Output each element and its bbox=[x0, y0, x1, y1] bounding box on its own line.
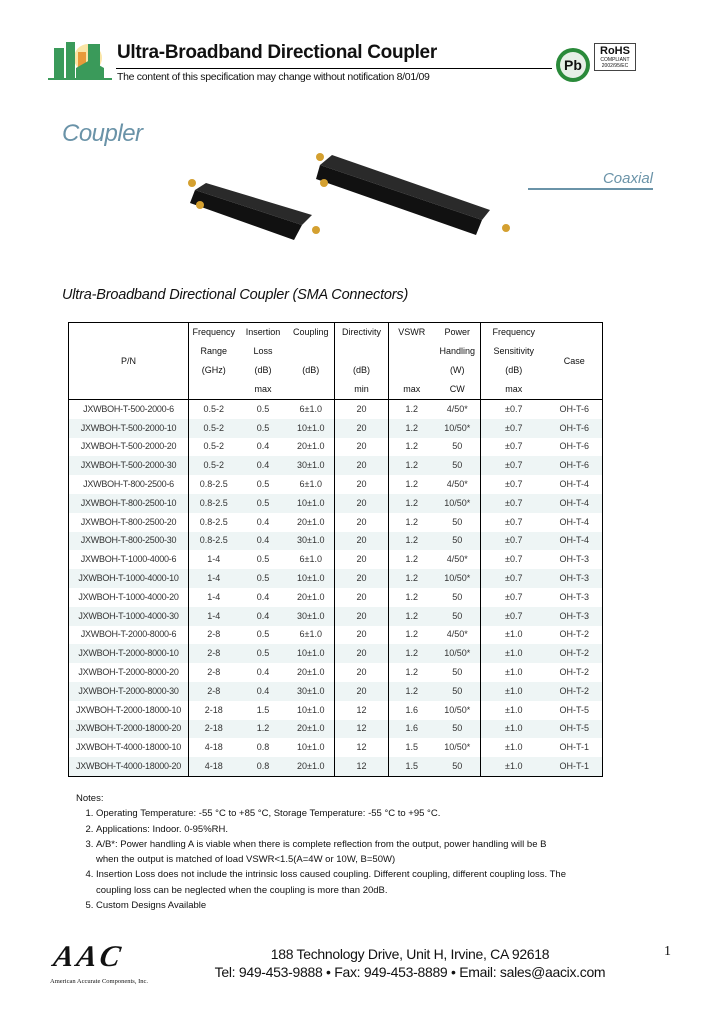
table-cell: OH-T-6 bbox=[559, 441, 589, 452]
header-line: min bbox=[354, 384, 369, 394]
table-row bbox=[69, 757, 603, 776]
table-cell: OH-T-6 bbox=[559, 403, 589, 414]
table-cell: 0.5 bbox=[239, 494, 288, 513]
table-cell: ±0.7 bbox=[481, 456, 547, 475]
table-cell: 1.2 bbox=[405, 441, 418, 452]
notes-list bbox=[76, 806, 566, 913]
pb-label: Pb bbox=[560, 52, 586, 78]
note-item: 2. Applications: Indoor. 0-95%RH. bbox=[96, 822, 566, 837]
table-cell: JXWBOH-T-500-2000-30 bbox=[69, 456, 189, 475]
table-cell: ±1.0 bbox=[481, 720, 547, 739]
contact-info bbox=[190, 945, 630, 981]
table-cell: OH-T-1 bbox=[559, 742, 589, 753]
table-cell: OH-T-3 bbox=[547, 607, 603, 626]
table-cell: ±1.0 bbox=[505, 742, 523, 753]
table-cell: 12 bbox=[335, 757, 389, 776]
table-cell: 50 bbox=[435, 588, 481, 607]
table-cell: 20 bbox=[335, 588, 389, 607]
table-cell: 50 bbox=[435, 607, 481, 626]
table-cell: OH-T-5 bbox=[547, 720, 603, 739]
table-cell: 20±1.0 bbox=[288, 663, 335, 682]
table-cell: 2-8 bbox=[189, 644, 239, 663]
table-cell: 10/50* bbox=[435, 701, 481, 720]
table-cell: OH-T-2 bbox=[547, 644, 603, 663]
table-cell: ±0.7 bbox=[481, 419, 547, 438]
table-cell: 0.5 bbox=[256, 554, 270, 565]
spec-notice: The content of this specification may change without notification 8/01/09 bbox=[117, 71, 430, 83]
header-line: Loss bbox=[253, 346, 273, 356]
rohs-label: RoHS bbox=[600, 45, 630, 57]
table-cell: ±0.7 bbox=[505, 591, 523, 602]
table-cell: 0.5-2 bbox=[189, 419, 239, 438]
table-cell: 1.6 bbox=[405, 704, 418, 715]
document-title: Ultra-Broadband Directional Coupler bbox=[117, 42, 437, 63]
table-cell: JXWBOH-T-2000-18000-20 bbox=[69, 720, 189, 739]
table-cell: JXWBOH-T-500-2000-10 bbox=[69, 419, 189, 438]
table-cell: 10±1.0 bbox=[288, 701, 335, 720]
table-cell: OH-T-4 bbox=[559, 516, 589, 527]
table-cell: OH-T-2 bbox=[559, 629, 589, 640]
table-row bbox=[69, 588, 603, 607]
table-cell: JXWBOH-T-500-2000-20 bbox=[69, 438, 189, 457]
header-divider bbox=[116, 68, 552, 69]
notes bbox=[76, 791, 566, 913]
table-cell: 20±1.0 bbox=[288, 588, 335, 607]
table-row bbox=[69, 644, 603, 663]
table-cell: 20 bbox=[335, 532, 389, 551]
table-cell: 20±1.0 bbox=[288, 513, 335, 532]
category-label: Coaxial bbox=[528, 170, 653, 190]
contact-line: Tel: 949-453-9888 • Fax: 949-453-8889 • Email: sales@aacix.com bbox=[214, 964, 606, 980]
table-cell: JXWBOH-T-1000-4000-10 bbox=[69, 569, 189, 588]
table-cell: ±1.0 bbox=[505, 704, 523, 715]
table-cell: ±0.7 bbox=[505, 554, 523, 565]
table-cell: OH-T-6 bbox=[547, 419, 603, 438]
header-line: Handling bbox=[439, 346, 476, 356]
table-cell: 20 bbox=[335, 438, 389, 457]
table-cell: 20 bbox=[335, 644, 389, 663]
header-line: Frequency bbox=[192, 327, 236, 337]
table-cell: ±0.7 bbox=[505, 516, 523, 527]
table-cell: ±0.7 bbox=[481, 607, 547, 626]
table-cell: ±1.0 bbox=[505, 629, 523, 640]
table-row bbox=[69, 400, 603, 419]
header-line: Range bbox=[200, 346, 228, 356]
table-cell: 20 bbox=[335, 475, 389, 494]
table-row bbox=[69, 475, 603, 494]
header-line: Power bbox=[444, 327, 470, 337]
header-line: max bbox=[505, 384, 523, 394]
table-cell: 50 bbox=[435, 456, 481, 475]
header-line: P/N bbox=[120, 355, 136, 366]
column-header bbox=[69, 323, 189, 400]
table-cell: OH-T-4 bbox=[547, 494, 603, 513]
table-cell: 20±1.0 bbox=[288, 757, 335, 776]
table-cell: 0.5 bbox=[256, 629, 270, 640]
table-cell: 6±1.0 bbox=[288, 475, 335, 494]
table-cell: 0.4 bbox=[239, 456, 288, 475]
table-cell: 6±1.0 bbox=[288, 400, 335, 419]
table-cell: OH-T-5 bbox=[559, 704, 589, 715]
table-cell: 20 bbox=[335, 513, 389, 532]
table-cell: 10±1.0 bbox=[288, 738, 335, 757]
table-row bbox=[69, 607, 603, 626]
header-line bbox=[288, 380, 335, 399]
table-cell: JXWBOH-T-2000-18000-10 bbox=[69, 701, 189, 720]
table-row bbox=[69, 663, 603, 682]
table-cell: JXWBOH-T-2000-8000-20 bbox=[69, 663, 189, 682]
spec-table bbox=[68, 322, 603, 777]
table-cell: 50 bbox=[435, 438, 481, 457]
header-line bbox=[389, 361, 435, 380]
table-cell: 1-4 bbox=[207, 591, 221, 602]
table-cell: 20 bbox=[335, 550, 389, 569]
table-cell: OH-T-3 bbox=[547, 569, 603, 588]
table-cell: 4-18 bbox=[189, 757, 239, 776]
header-line: VSWR bbox=[398, 327, 426, 337]
table-cell: 1.2 bbox=[405, 516, 418, 527]
table-cell: 1.2 bbox=[405, 667, 418, 678]
table-cell: JXWBOH-T-1000-4000-6 bbox=[69, 550, 189, 569]
table-cell: 1.6 bbox=[389, 720, 435, 739]
header-line bbox=[288, 342, 335, 361]
header-line: (dB) bbox=[352, 365, 370, 375]
table-cell: 4/50* bbox=[435, 400, 481, 419]
table-cell: 1.2 bbox=[405, 479, 418, 490]
table-cell: 10±1.0 bbox=[288, 569, 335, 588]
table-cell: OH-T-3 bbox=[559, 591, 589, 602]
table-cell: JXWBOH-T-2000-8000-6 bbox=[69, 626, 189, 645]
address: 188 Technology Drive, Unit H, Irvine, CA 92618 bbox=[270, 946, 550, 962]
table-cell: 0.8-2.5 bbox=[199, 516, 228, 527]
table-cell: 50 bbox=[435, 532, 481, 551]
column-header bbox=[335, 323, 389, 400]
table-cell: 4-18 bbox=[204, 742, 223, 753]
table-cell: 0.5-2 bbox=[203, 403, 224, 414]
page-number: 1 bbox=[664, 944, 671, 959]
table-cell: 1.5 bbox=[405, 742, 418, 753]
table-row bbox=[69, 513, 603, 532]
table-cell: 50 bbox=[435, 720, 481, 739]
column-header bbox=[389, 323, 435, 400]
table-cell: 2-8 bbox=[207, 629, 221, 640]
table-row bbox=[69, 438, 603, 457]
header-line: (W) bbox=[450, 365, 465, 375]
header-line: Coupling bbox=[292, 327, 329, 337]
table-cell: JXWBOH-T-2000-8000-10 bbox=[69, 644, 189, 663]
table-cell: OH-T-1 bbox=[547, 757, 603, 776]
table-row bbox=[69, 738, 603, 757]
header-line bbox=[189, 380, 239, 399]
table-cell: 0.5 bbox=[256, 479, 270, 490]
table-cell: 30±1.0 bbox=[288, 532, 335, 551]
table-cell: 1.5 bbox=[389, 757, 435, 776]
table-cell: 0.4 bbox=[256, 441, 270, 452]
note-item: 4. Insertion Loss does not include the intrinsic loss caused coupling. Different coupling, different coupling loss. The coupling loss can be neglected when the coupling is more than 20dB. bbox=[96, 867, 566, 898]
table-cell: 50 bbox=[435, 757, 481, 776]
table-cell: 0.5 bbox=[239, 569, 288, 588]
table-cell: ±0.7 bbox=[505, 479, 523, 490]
table-cell: 2-18 bbox=[204, 704, 223, 715]
table-cell: 12 bbox=[335, 701, 389, 720]
table-row bbox=[69, 419, 603, 438]
table-cell: 0.4 bbox=[256, 667, 270, 678]
table-cell: 30±1.0 bbox=[288, 607, 335, 626]
column-header bbox=[189, 323, 239, 400]
table-cell: 4/50* bbox=[435, 475, 481, 494]
table-cell: 10/50* bbox=[435, 419, 481, 438]
aac-logo: AAC bbox=[51, 940, 127, 973]
table-cell: 6±1.0 bbox=[288, 626, 335, 645]
table-cell: 1.2 bbox=[405, 629, 418, 640]
table-cell: JXWBOH-T-4000-18000-10 bbox=[69, 738, 189, 757]
header-line: Insertion bbox=[245, 327, 281, 337]
table-row bbox=[69, 550, 603, 569]
lead-free-icon bbox=[556, 48, 590, 82]
table-cell: 2-8 bbox=[189, 682, 239, 701]
table-cell: 20 bbox=[335, 419, 389, 438]
table-cell: 6±1.0 bbox=[288, 550, 335, 569]
greencity-logo bbox=[46, 38, 114, 90]
header-line: CW bbox=[449, 384, 465, 394]
table-cell: OH-T-2 bbox=[547, 682, 603, 701]
table-cell: 10/50* bbox=[435, 569, 481, 588]
table-cell: OH-T-4 bbox=[547, 532, 603, 551]
table-row bbox=[69, 626, 603, 645]
header-line bbox=[389, 342, 435, 361]
rohs-sub1: COMPLIANT bbox=[600, 57, 630, 63]
table-cell: 30±1.0 bbox=[288, 456, 335, 475]
table-cell: 20 bbox=[335, 456, 389, 475]
table-cell: 0.5-2 bbox=[189, 456, 239, 475]
table-cell: JXWBOH-T-1000-4000-20 bbox=[69, 588, 189, 607]
table-cell: 0.8-2.5 bbox=[199, 479, 228, 490]
table-cell: 0.8-2.5 bbox=[189, 532, 239, 551]
header-line: Frequency bbox=[492, 327, 536, 337]
table-cell: 10/50* bbox=[435, 644, 481, 663]
header-line: (dB) bbox=[302, 365, 320, 375]
header-line: (GHz) bbox=[201, 365, 226, 375]
table-cell: 4/50* bbox=[435, 626, 481, 645]
table-cell: 2-8 bbox=[207, 667, 221, 678]
column-header bbox=[481, 323, 547, 400]
coupler-product-photo bbox=[170, 145, 520, 260]
table-cell: JXWBOH-T-800-2500-30 bbox=[69, 532, 189, 551]
table-cell: 1.2 bbox=[389, 494, 435, 513]
header-line: Sensitivity bbox=[493, 346, 534, 356]
table-row bbox=[69, 569, 603, 588]
table-cell: 10±1.0 bbox=[288, 644, 335, 663]
table-cell: 20 bbox=[335, 400, 389, 419]
table-cell: 10±1.0 bbox=[288, 419, 335, 438]
table-cell: 0.5 bbox=[256, 403, 270, 414]
table-cell: 0.8 bbox=[239, 757, 288, 776]
table-cell: 0.8 bbox=[256, 742, 270, 753]
table-cell: JXWBOH-T-800-2500-6 bbox=[69, 475, 189, 494]
column-header bbox=[288, 323, 335, 400]
table-cell: 0.8-2.5 bbox=[189, 494, 239, 513]
table-cell: 12 bbox=[335, 720, 389, 739]
table-cell: ±1.0 bbox=[481, 644, 547, 663]
header-line: max bbox=[254, 384, 272, 394]
table-cell: 1.2 bbox=[389, 644, 435, 663]
table-cell: 1.2 bbox=[389, 456, 435, 475]
column-header bbox=[239, 323, 288, 400]
rohs-badge bbox=[594, 43, 636, 71]
column-header bbox=[547, 323, 603, 400]
table-cell: 50 bbox=[435, 663, 481, 682]
table-cell: 1-4 bbox=[189, 569, 239, 588]
table-cell: OH-T-6 bbox=[547, 456, 603, 475]
table-cell: 10±1.0 bbox=[288, 494, 335, 513]
header-line: Case bbox=[563, 355, 585, 366]
table-cell: 0.5 bbox=[239, 644, 288, 663]
table-cell: 0.4 bbox=[239, 532, 288, 551]
table-cell: ±1.0 bbox=[481, 757, 547, 776]
table-cell: 30±1.0 bbox=[288, 682, 335, 701]
table-cell: 1.2 bbox=[389, 607, 435, 626]
table-cell: 0.4 bbox=[256, 591, 270, 602]
table-header-row bbox=[69, 323, 603, 400]
table-cell: 1.2 bbox=[389, 569, 435, 588]
table-cell: 0.5 bbox=[239, 419, 288, 438]
table-row bbox=[69, 682, 603, 701]
table-cell: 2-18 bbox=[189, 720, 239, 739]
table-row bbox=[69, 494, 603, 513]
header-line: Directivity bbox=[341, 327, 381, 337]
header-line: max bbox=[403, 384, 421, 394]
table-cell: 50 bbox=[435, 682, 481, 701]
section-title: Coupler bbox=[62, 120, 143, 147]
note-item: 1. Operating Temperature: -55 °C to +85 °C, Storage Temperature: -55 °C to +95 °C. bbox=[96, 806, 566, 821]
table-cell: 20 bbox=[335, 607, 389, 626]
header-line: (dB) bbox=[254, 365, 272, 375]
table-cell: 20 bbox=[335, 663, 389, 682]
table-cell: ±0.7 bbox=[481, 532, 547, 551]
table-cell: 20 bbox=[335, 682, 389, 701]
table-cell: ±0.7 bbox=[505, 403, 523, 414]
table-cell: 10/50* bbox=[435, 738, 481, 757]
table-cell: OH-T-2 bbox=[559, 667, 589, 678]
rohs-sub2: 2002/95/EC bbox=[601, 63, 629, 69]
table-row bbox=[69, 701, 603, 720]
table-row bbox=[69, 456, 603, 475]
table-cell: 4/50* bbox=[435, 550, 481, 569]
table-cell: JXWBOH-T-500-2000-6 bbox=[69, 400, 189, 419]
table-cell: 20 bbox=[335, 626, 389, 645]
table-cell: JXWBOH-T-4000-18000-20 bbox=[69, 757, 189, 776]
table-cell: 1.2 bbox=[239, 720, 288, 739]
table-cell: JXWBOH-T-800-2500-10 bbox=[69, 494, 189, 513]
table-cell: 1-4 bbox=[189, 607, 239, 626]
table-cell: ±0.7 bbox=[481, 494, 547, 513]
table-cell: JXWBOH-T-800-2500-20 bbox=[69, 513, 189, 532]
table-cell: OH-T-4 bbox=[559, 479, 589, 490]
table-cell: OH-T-3 bbox=[559, 554, 589, 565]
table-cell: 0.4 bbox=[256, 516, 270, 527]
table-cell: 1.2 bbox=[405, 591, 418, 602]
table-cell: 1.2 bbox=[389, 532, 435, 551]
table-cell: 1.2 bbox=[405, 554, 418, 565]
table-cell: 20 bbox=[335, 494, 389, 513]
table-cell: 20±1.0 bbox=[288, 720, 335, 739]
table-cell: 1.2 bbox=[405, 403, 418, 414]
company-name: American Accurate Components, Inc. bbox=[50, 978, 149, 985]
header-line bbox=[335, 342, 388, 361]
note-item: 3. A/B*: Power handling A is viable when there is complete reflection from the output, power handling will be B when the output is matched of load VSWR<1.5(A=4W or 10W, B=50W) bbox=[96, 837, 566, 868]
table-row bbox=[69, 532, 603, 551]
table-cell: 0.4 bbox=[239, 682, 288, 701]
table-cell: 20±1.0 bbox=[288, 438, 335, 457]
table-cell: 1.2 bbox=[389, 682, 435, 701]
table-cell: ±0.7 bbox=[505, 441, 523, 452]
table-cell: 1-4 bbox=[207, 554, 221, 565]
table-cell: 10/50* bbox=[435, 494, 481, 513]
note-item: 5. Custom Designs Available bbox=[96, 898, 566, 913]
table-cell: JXWBOH-T-2000-8000-30 bbox=[69, 682, 189, 701]
table-cell: 0.4 bbox=[239, 607, 288, 626]
table-cell: 0.5-2 bbox=[203, 441, 224, 452]
table-cell: ±0.7 bbox=[481, 569, 547, 588]
table-caption: Ultra-Broadband Directional Coupler (SMA Connectors) bbox=[62, 287, 409, 303]
notes-title: Notes: bbox=[76, 793, 104, 804]
table-row bbox=[69, 720, 603, 739]
table-cell: JXWBOH-T-1000-4000-30 bbox=[69, 607, 189, 626]
table-cell: 12 bbox=[335, 738, 389, 757]
table-cell: 1.5 bbox=[256, 704, 270, 715]
table-cell: ±1.0 bbox=[505, 667, 523, 678]
table-cell: 1.2 bbox=[389, 419, 435, 438]
header-line: (dB) bbox=[505, 365, 523, 375]
table-cell: 50 bbox=[435, 513, 481, 532]
table-cell: ±1.0 bbox=[481, 682, 547, 701]
column-header bbox=[435, 323, 481, 400]
table-cell: 20 bbox=[335, 569, 389, 588]
